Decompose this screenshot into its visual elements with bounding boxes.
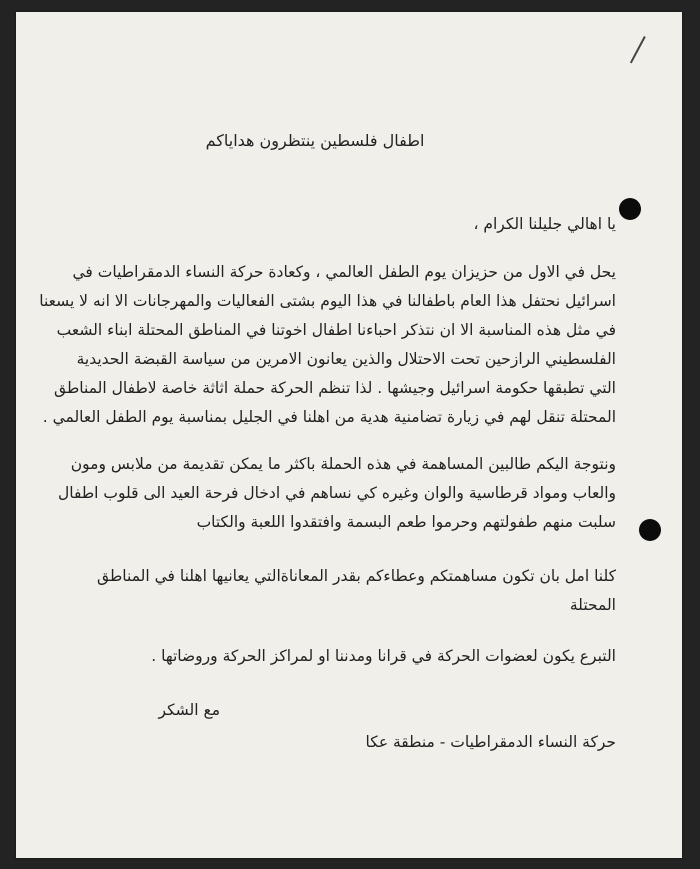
punch-hole-top xyxy=(619,198,641,220)
paragraph-3 xyxy=(97,562,616,620)
paragraph-line: اسرائيل نحتفل هذا العام باطفالنا في هذا اليوم بشتى الفعاليات والمهرجانات الا انه لا يسعنا xyxy=(39,292,616,310)
paragraph-line: ونتوجة اليكم طالبين المساهمة في هذه الحملة باكثر ما يمكن تقديمة من ملابس ومون xyxy=(70,455,616,473)
pencil-mark xyxy=(630,36,646,63)
paragraph-line: المحتلة xyxy=(569,596,616,614)
paragraph-4 xyxy=(122,642,616,671)
closing: مع الشكر xyxy=(158,701,220,719)
paragraph-1 xyxy=(39,258,616,432)
paragraph-line: التبرع يكون لعضوات الحركة في قرانا ومدننا او لمراكز الحركة وروضاتها . xyxy=(151,647,616,665)
paragraph-line: التي تطبقها حكومة اسرائيل وجيشها . لذا تنظم الحركة حملة اثاثة خاصة لاطفال المناطق xyxy=(54,379,616,397)
paragraph-line: الفلسطيني الرازحين تحت الاحتلال والذين يعانون الامرين من سياسة القبضة الحديدية xyxy=(76,350,616,368)
paragraph-line: والعاب ومواد قرطاسية والوان وغيره كي نساهم في ادخال فرحة العيد الى قلوب اطفال xyxy=(58,484,616,502)
paragraph-line: يحل في الاول من حزيزان يوم الطفل العالمي ، وكعادة حركة النساء الدمقراطيات في xyxy=(72,263,616,281)
paragraph-line: كلنا امل بان تكون مساهمتكم وعطاءكم بقدر المعاناةالتي يعانيها اهلنا في المناطق xyxy=(97,567,616,585)
salutation: يا اهالي جليلنا الكرام ، xyxy=(473,215,616,233)
paragraph-line: سلبت منهم طفولتهم وحرموا طعم البسمة وافتقدوا اللعبة والكتاب xyxy=(196,513,616,531)
paragraph-line: في مثل هذه المناسبة الا ان نتذكر احباءنا اطفال اخوتنا في المناطق المحتلة ابناء الشعب xyxy=(56,321,616,339)
punch-hole-bottom xyxy=(639,519,661,541)
paragraph-line: المحتلة تنقل لهم في زيارة تضامنية هدية من اهلنا في الجليل بمناسبة يوم الطفل العالمي . xyxy=(42,408,616,426)
signature: حركة النساء الدمقراطيات - منطقة عكا xyxy=(365,733,616,751)
letter-title: اطفال فلسطين ينتظرون هداياكم xyxy=(205,131,425,150)
paragraph-2 xyxy=(58,450,616,537)
